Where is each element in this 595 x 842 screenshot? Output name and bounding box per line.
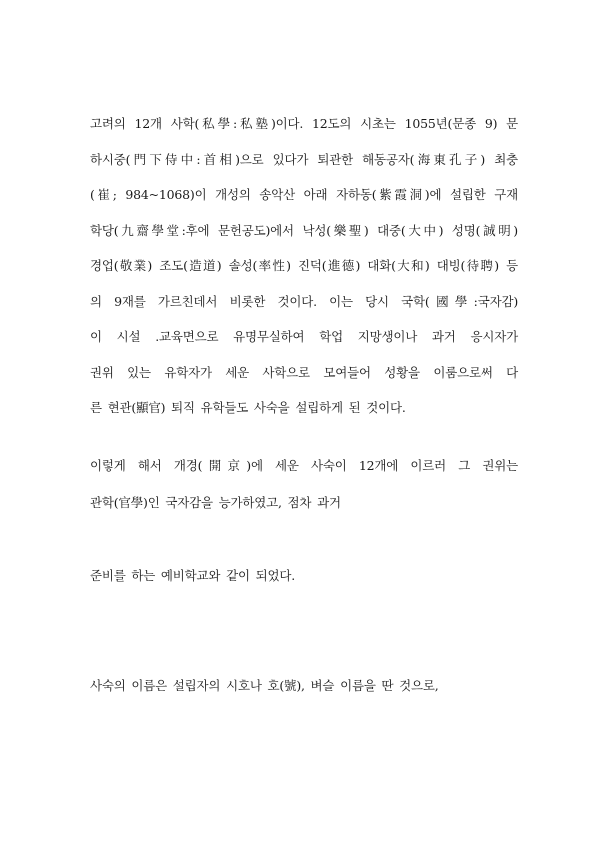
text-line: 준비를 하는 예비학교와 같이 되었다.	[90, 568, 295, 583]
text-line: 권위 있는 유학자가 세운 사학으로 모여들어 성황을 이룸으로써 다	[90, 364, 518, 380]
text-line: (崔; 984~1068)이 개성의 송악산 아래 자하동(紫霞洞)에 설립한 구재	[90, 187, 518, 202]
text-line: 고려의 12개 사학(私學:私塾)이다. 12도의 시초는 1055년(문종 9) 문	[90, 116, 518, 131]
text-line: 이 시설 .교육면으로 유명무실하여 학업 지망생이나 과거 응시자가	[90, 329, 518, 344]
text-line: 른 현관(顯官) 퇴직 유학들도 사숙을 설립하게 된 것이다.	[90, 400, 406, 415]
text-line: 사숙의 이름은 설립자의 시호나 호(號), 벼슬 이름을 딴 것으로,	[90, 678, 439, 693]
text-line: 의 9재를 가르친데서 비롯한 것이다. 이는 당시 국학(國學:국자감)	[90, 293, 518, 309]
text-line: 이렇게 해서 개경(開京)에 세운 사숙이 12개에 이르러 그 권위는	[90, 458, 518, 473]
paragraph-gaegyeong	[90, 456, 518, 530]
text-line: 경업(敬業) 조도(造道) 솔성(率性) 진덕(進德) 대화(大和) 대빙(待聘) 등	[90, 258, 518, 273]
paragraph-prep-school	[90, 566, 518, 584]
paragraph-school-names	[90, 676, 518, 694]
text-line: 관학(官學)인 국자감을 능가하였고, 점차 과거	[90, 495, 341, 510]
text-line: 학당(九齋學堂:후에 문헌공도)에서 낙성(樂聖) 대중(大中) 성명(誠明)	[90, 222, 518, 238]
paragraph-history-intro	[90, 114, 518, 434]
text-line: 하시중(門下侍中:首相)으로 있다가 퇴관한 해동공자(海東孔子) 최충	[90, 151, 518, 167]
